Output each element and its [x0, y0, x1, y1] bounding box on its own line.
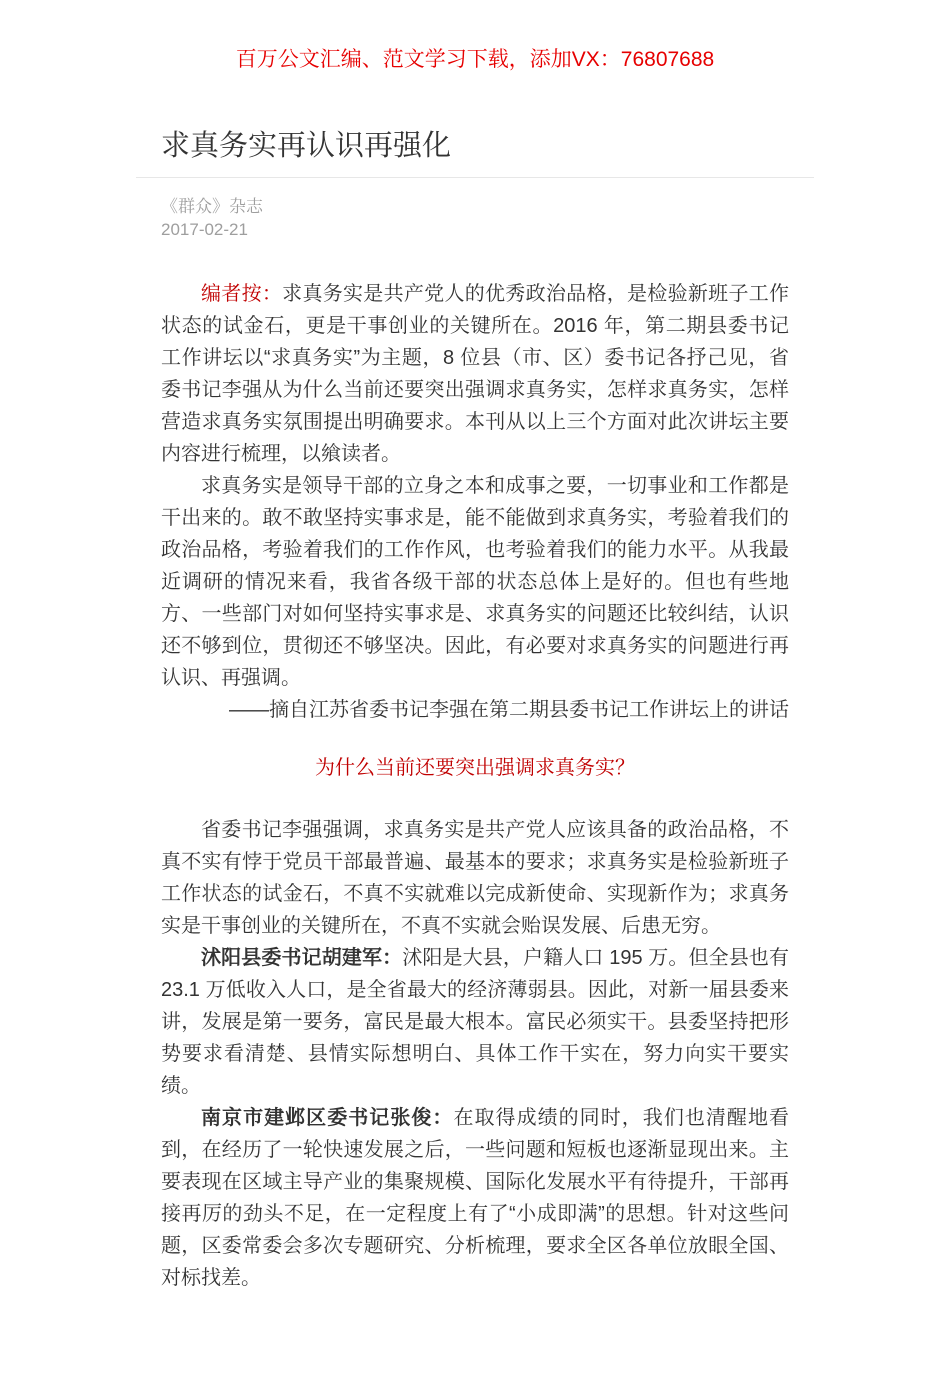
paragraph-text: 沭阳是大县，户籍人口 195 万。但全县也有 23.1 万低收入人口，是全省最大的经济薄弱县。因此，对新一届县委来讲，发展是第一要务，富民是最大根本。富民必须实干。县委坚持把形势要求看清楚、县情实际想明白、具体工作干实在，努力向实干要实绩。	[161, 947, 790, 1097]
section-paragraph	[161, 942, 789, 1102]
editor-note-label: 编者按：	[201, 283, 283, 305]
section-paragraph	[161, 1102, 789, 1294]
section-paragraph	[161, 814, 789, 942]
promo-banner: 百万公文汇编、范文学习下载，添加VX：76807688	[235, 48, 715, 71]
speaker-lead: 南京市建邺区委书记张俊：	[201, 1107, 454, 1129]
attribution-line: ——摘自江苏省委书记李强在第二期县委书记工作讲坛上的讲话	[229, 699, 789, 721]
paragraph-text: 在取得成绩的同时，我们也清醒地看到，在经历了一轮快速发展之后，一些问题和短板也逐渐显现出来。主要表现在区域主导产业的集聚规模、国际化发展水平有待提升，干部再接再厉的劲头不足，在一定程度上有了“小成即满”的思想。针对这些问题，区委常委会多次专题研究、分析梳理，要求全区各单位放眼全国、对标找差。	[161, 1107, 790, 1289]
article-body	[136, 278, 814, 1386]
page-title: 求真务实再认识再强化	[161, 130, 452, 162]
article-date: 2017-02-21	[161, 220, 248, 239]
title-divider	[136, 177, 814, 178]
editor-note-text: 求真务实是共产党人的优秀政治品格，是检验新班子工作状态的试金石，更是干事创业的关键所在。2016 年，第二期县委书记工作讲坛以“求真务实”为主题，8 位县（市、区）委书记各抒己见，省委书记李强从为什么当前还要突出强调求真务实，怎样求真务实，怎样营造求真务实氛围提出明确要求。本刊从以上三个方面对此次讲坛主要内容进行梳理，以飨读者。	[161, 283, 790, 465]
paragraph-text: 省委书记李强强调，求真务实是共产党人应该具备的政治品格，不真不实有悖于党员干部最普遍、最基本的要求；求真务实是检验新班子工作状态的试金石，不真不实就难以完成新使命、实现新作为；求真务实是干事创业的关键所在，不真不实就会贻误发展、后患无穷。	[161, 819, 789, 937]
section-heading: 为什么当前还要突出强调求真务实？	[315, 757, 635, 779]
speaker-lead: 沭阳县委书记胡建军：	[201, 947, 403, 969]
article-source: 《群众》杂志	[161, 197, 263, 216]
article-meta	[136, 195, 814, 241]
editor-note-paragraph	[161, 278, 789, 470]
lead-paragraph: 求真务实是领导干部的立身之本和成事之要，一切事业和工作都是干出来的。敢不敢坚持实事求是，能不能做到求真务实，考验着我们的政治品格，考验着我们的工作作风，也考验着我们的能力水平。从我最近调研的情况来看，我省各级干部的状态总体上是好的。但也有些地方、一些部门对如何坚持实事求是、求真务实的问题还比较纠结，认识还不够到位，贯彻还不够坚决。因此，有必要对求真务实的问题进行再认识、再强调。	[161, 475, 789, 689]
article-container	[136, 129, 814, 1386]
